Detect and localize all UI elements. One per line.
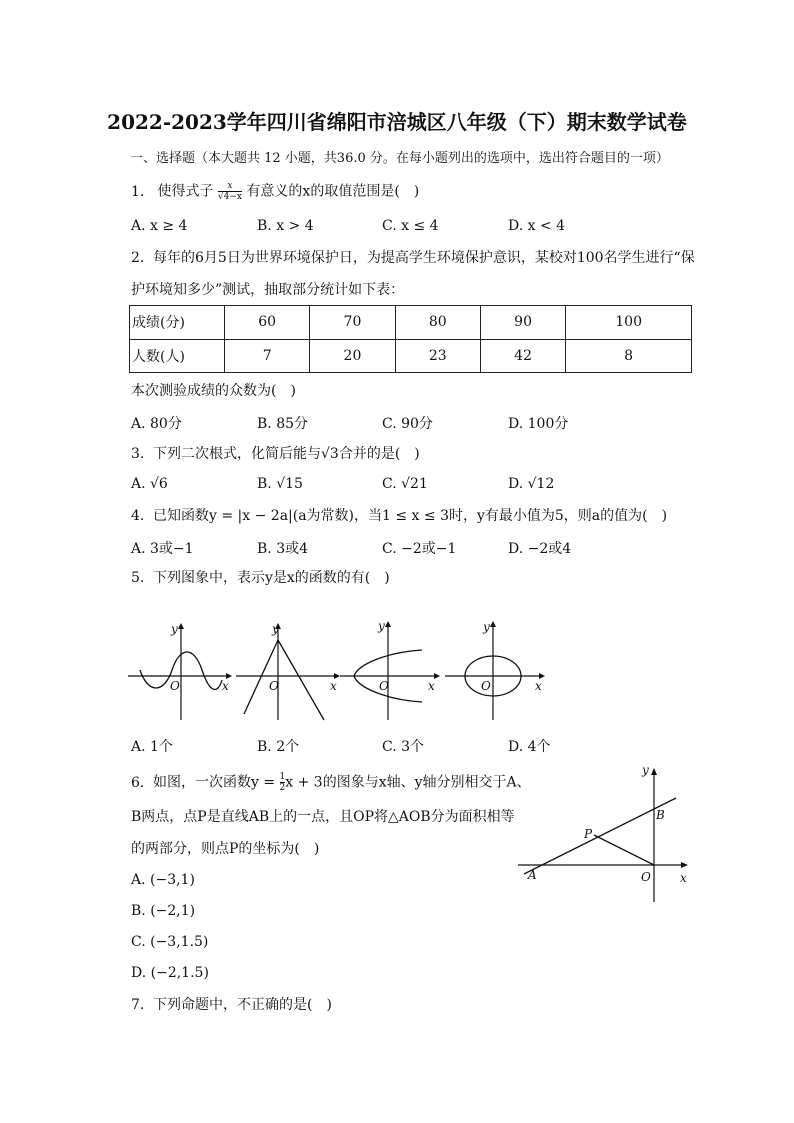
- option-a: A. 1个: [131, 739, 173, 755]
- option-b: B. 3或4: [257, 541, 309, 557]
- table-cell: 23: [395, 339, 480, 373]
- y-axis-label: y: [171, 622, 178, 636]
- origin-label: O: [379, 679, 389, 693]
- y-axis-label: y: [272, 622, 279, 636]
- table-cell: 8: [566, 339, 692, 373]
- option-c: C. 90分: [382, 416, 433, 432]
- question-text: 下列二次根式，化简后能与√3合并的是( ): [153, 446, 420, 462]
- question-number: 4.: [131, 508, 145, 524]
- page-title: 2022-2023学年四川省绵阳市涪城区八年级（下）期末数学试卷: [107, 110, 687, 134]
- option-c: C. −2或−1: [382, 541, 457, 557]
- table-cell: 60: [225, 306, 310, 340]
- question-number: 1.: [131, 183, 145, 200]
- fraction-denominator: 2: [279, 783, 286, 793]
- question-number: 7.: [131, 997, 145, 1013]
- question-text-post: x + 3的图象与x轴、y轴分别相交于A、: [285, 774, 531, 791]
- table-cell: 人数(人): [130, 339, 225, 373]
- origin-label: O: [170, 679, 180, 693]
- fraction-denominator: √4−x: [217, 192, 242, 202]
- option-d: D. 4个: [508, 739, 551, 755]
- x-axis-label: x: [680, 871, 687, 885]
- origin-label: O: [269, 679, 279, 693]
- origin-label: O: [481, 679, 491, 693]
- score-table: [129, 305, 692, 373]
- table-cell: 42: [480, 339, 565, 373]
- table-cell: 80: [395, 306, 480, 340]
- option-b: B. 2个: [257, 739, 300, 755]
- fraction: [218, 181, 242, 202]
- q6-figure: [516, 762, 696, 904]
- option-d: D. 100分: [508, 416, 569, 432]
- question-number: 3.: [131, 446, 145, 462]
- graph-v: [234, 620, 342, 722]
- graph-ellipse: [443, 618, 551, 722]
- question-number: 5.: [131, 570, 145, 586]
- option-a: A. (−3,1): [131, 872, 195, 888]
- question-text: 已知函数y = |x − 2a|(a为常数)，当1 ≤ x ≤ 3时，y有最小值为5，则a的值为( ): [153, 508, 668, 524]
- x-axis-label: x: [330, 679, 337, 693]
- question-number: 6.: [131, 774, 145, 791]
- question-3: [131, 445, 420, 463]
- question-text: 下列图象中，表示y是x的函数的有( ): [153, 570, 390, 586]
- question-text: 下列命题中，不正确的是( ): [153, 997, 332, 1013]
- origin-label: O: [641, 870, 651, 884]
- graph-sine: [126, 620, 234, 722]
- option-a: A. 80分: [131, 416, 182, 432]
- point-a-label: A: [528, 868, 537, 882]
- x-axis-label: x: [222, 679, 229, 693]
- y-axis-label: y: [483, 620, 490, 634]
- option-a: A. x ≥ 4: [131, 218, 188, 234]
- option-b: B. (−2,1): [131, 903, 196, 919]
- question-6-line2: B两点，点P是直线AB上的一点，且OP将△AOB分为面积相等: [131, 809, 515, 825]
- question-6-line3: 的两部分，则点P的坐标为( ): [131, 841, 320, 857]
- x-axis-label: x: [428, 679, 435, 693]
- option-b: B. √15: [257, 476, 303, 492]
- table-cell: 100: [566, 306, 692, 340]
- question-2-line2: 护环境知多少”测试，抽取部分统计如下表：: [131, 282, 405, 298]
- table-cell: 20: [310, 339, 395, 373]
- x-axis-label: x: [535, 679, 542, 693]
- question-number: 2.: [131, 250, 145, 266]
- option-d: D. √12: [508, 476, 555, 492]
- option-c: C. 3个: [382, 739, 425, 755]
- point-p-label: P: [584, 827, 593, 841]
- option-c: C. x ≤ 4: [382, 218, 439, 234]
- question-1: [131, 181, 419, 202]
- option-c: C. √21: [382, 476, 428, 492]
- question-2-prompt: 本次测验成绩的众数为( ): [131, 383, 296, 399]
- question-2: [131, 249, 695, 267]
- table-row: [130, 339, 692, 373]
- question-5: [131, 569, 390, 587]
- table-cell: 70: [310, 306, 395, 340]
- graph-parabola: [338, 616, 446, 722]
- option-d: D. x < 4: [508, 218, 566, 234]
- point-b-label: B: [656, 808, 665, 822]
- question-text-post: 有意义的x的取值范围是( ): [246, 183, 420, 200]
- question-4: [131, 507, 667, 525]
- question-text-pre: 使得式子: [157, 183, 214, 200]
- question-6: [131, 772, 531, 793]
- table-cell: 90: [480, 306, 565, 340]
- option-a: A. 3或−1: [131, 541, 194, 557]
- table-cell: 7: [225, 339, 310, 373]
- option-a: A. √6: [131, 476, 168, 492]
- question-text: 每年的6月5日为世界环境保护日，为提高学生环境保护意识，某校对100名学生进行“保: [153, 250, 695, 266]
- option-d: D. (−2,1.5): [131, 965, 209, 981]
- option-b: B. x > 4: [257, 218, 314, 234]
- option-b: B. 85分: [257, 416, 309, 432]
- y-axis-label: y: [642, 763, 649, 777]
- option-d: D. −2或4: [508, 541, 572, 557]
- fraction-numerator: x: [218, 181, 242, 192]
- option-c: C. (−3,1.5): [131, 934, 209, 950]
- table-row: [130, 306, 692, 340]
- section-heading: 一、选择题（本大题共 12 小题，共36.0 分。在每小题列出的选项中，选出符合题目的一项）: [130, 151, 669, 166]
- fraction-numerator: 1: [279, 772, 286, 782]
- y-axis-label: y: [378, 619, 385, 633]
- table-cell: 成绩(分): [130, 306, 225, 340]
- question-7: [131, 996, 332, 1014]
- question-text-pre: 如图，一次函数y =: [153, 774, 276, 791]
